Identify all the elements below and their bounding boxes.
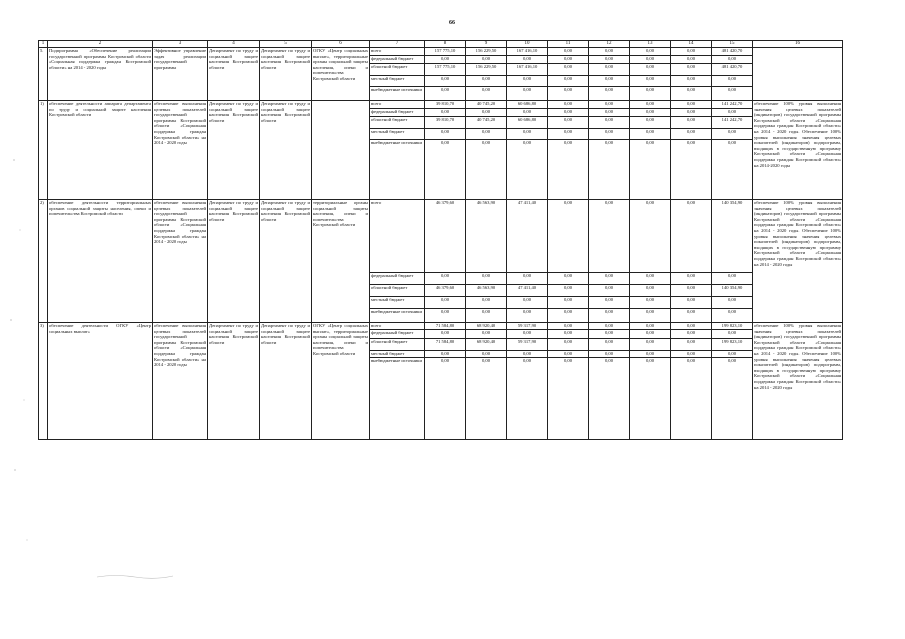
cell-value: 0,00 [548,101,589,109]
cell-source-label: внебюджетные источники [370,309,425,323]
table-row [39,101,843,109]
cell-value: 0,00 [425,76,466,87]
cell-value: 0,00 [671,109,712,117]
cell-participant: ОГКУ «Центр социальных выплат», территориальные органы социальной защиты населения, опеки и попечительства Костромской области [312,323,370,440]
cell-value: 0,00 [589,285,630,297]
cell-value: 0,00 [589,117,630,129]
cell-value: 0,00 [712,87,753,101]
header-cell: 3 [153,41,208,48]
header-cell: 7 [370,41,425,48]
cell-source-label: областной бюджет [370,285,425,297]
cell-value: 0,00 [630,109,671,117]
cell-value: 0,00 [630,357,671,439]
cell-value: 0,00 [671,56,712,64]
cell-source-label: областной бюджет [370,117,425,129]
header-cell: 4 [208,41,260,48]
cell-value: 0,00 [630,273,671,285]
cell-executor: Департамент по труду и социальной защите населения Костромской области [260,101,312,200]
cell-value: 0,00 [548,117,589,129]
cell-value: 0,00 [507,297,548,309]
cell-value: 0,00 [589,357,630,439]
scan-noise [6,140,36,620]
cell-value: 0,00 [548,285,589,297]
header-cell: 1 [39,41,48,48]
cell-value: 140 354,90 [712,285,753,297]
cell-value: 0,00 [671,309,712,323]
cell-value: 199 823,10 [712,323,753,330]
cell-value: 40 745,20 [466,101,507,109]
cell-value: 157 775,10 [425,64,466,76]
header-cell: 6 [312,41,370,48]
cell-value: 0,00 [548,48,589,56]
cell-value: 0,00 [589,350,630,357]
cell-goal: обеспечение выполнения целевых показателей государственной программы Костромской области «Социальная поддержка граждан Костромской области» на 2014 - 2020 годы [153,200,208,323]
cell-value: 60 686,80 [507,117,548,129]
cell-executor: Департамент по труду и социальной защите населения Костромской области [260,48,312,101]
header-cell: 11 [548,41,589,48]
cell-value: 481 420,70 [712,64,753,76]
cell-value: 46 379,60 [425,200,466,273]
cell-value: 0,00 [507,273,548,285]
header-cell: 14 [671,41,712,48]
table-row [39,48,843,56]
cell-source-label: всего [370,323,425,330]
header-cell: 2 [48,41,153,48]
header-cell: 8 [425,41,466,48]
cell-value: 68 920,40 [466,338,507,350]
cell-value: 0,00 [671,200,712,273]
cell-value: 0,00 [712,273,753,285]
cell-value: 0,00 [507,140,548,200]
header-cell: 13 [630,41,671,48]
cell-value: 0,00 [589,76,630,87]
cell-responsible: Департамент по труду и социальной защите населения Костромской области [208,101,260,200]
cell-value: 0,00 [671,64,712,76]
cell-value: 156 229,50 [466,48,507,56]
cell-source-label: областной бюджет [370,338,425,350]
cell-value: 0,00 [630,329,671,338]
cell-value: 0,00 [589,273,630,285]
cell-source-label: всего [370,200,425,273]
header-cell: 15 [712,41,753,48]
cell-value: 0,00 [712,329,753,338]
cell-value: 46 563,90 [466,200,507,273]
cell-value: 0,00 [466,309,507,323]
cell-executor: Департамент по труду и социальной защите населения Костромской области [260,200,312,323]
cell-name: обеспечение деятельности территориальных органов социальной защиты населения, опеки и попечительства Костромской области [48,200,153,323]
cell-source-label: федеральный бюджет [370,56,425,64]
cell-value: 0,00 [548,273,589,285]
cell-value: 60 686,80 [507,101,548,109]
cell-value: 0,00 [548,129,589,140]
cell-value: 0,00 [630,338,671,350]
cell-value: 0,00 [712,140,753,200]
cell-indicator [753,48,843,101]
cell-value: 0,00 [630,48,671,56]
cell-value: 0,00 [712,56,753,64]
cell-value: 0,00 [548,56,589,64]
cell-value: 0,00 [548,200,589,273]
cell-value: 0,00 [466,357,507,439]
cell-name: обеспечение деятельности аппарата департамента по труду и социальной защите населения Костромской области [48,101,153,200]
cell-value: 0,00 [548,338,589,350]
cell-value: 156 229,50 [466,64,507,76]
cell-value: 0,00 [507,309,548,323]
cell-value: 0,00 [712,129,753,140]
cell-value: 0,00 [425,129,466,140]
cell-value: 481 420,70 [712,48,753,56]
cell-no: 1) [39,101,48,200]
cell-value: 0,00 [507,76,548,87]
cell-value: 0,00 [548,109,589,117]
cell-value: 47 411,40 [507,200,548,273]
cell-value: 0,00 [507,109,548,117]
cell-no: 5. [39,48,48,101]
cell-value: 0,00 [671,48,712,56]
cell-value: 59 317,90 [507,338,548,350]
program-table [38,40,843,440]
cell-source-label: местный бюджет [370,129,425,140]
cell-value: 0,00 [630,323,671,330]
cell-value: 71 584,80 [425,323,466,330]
cell-value: 0,00 [630,129,671,140]
cell-value: 39 810,70 [425,117,466,129]
table-row [39,200,843,273]
cell-value: 40 745,20 [466,117,507,129]
cell-value: 0,00 [589,338,630,350]
cell-participant: ОГКУ «Центр социальных выплат», территориальные органы социальной защиты населения, опеки и попечительства Костромской области [312,48,370,101]
header-row [39,41,843,48]
cell-indicator: обеспечение 100% уровня выполнения значения целевых показателей (индикаторов) государственной программы Костромской области «Социальная поддержка граждан Костромской области» на 2014 - 2020 годы. Обеспечение 100% уровня выполнения значения целевых показателей (индикаторов) подпрограмм, входящих в государственную программу Костромской области «Социальная поддержка граждан Костромской области» на 2014-2020 годы [753,101,843,200]
cell-participant: территориальные органы социальной защиты населения, опеки и попечительства Костромской области [312,200,370,323]
cell-value: 0,00 [630,285,671,297]
cell-value: 0,00 [548,350,589,357]
cell-value: 0,00 [589,323,630,330]
header-cell: 5 [260,41,312,48]
cell-value: 0,00 [630,309,671,323]
cell-value: 0,00 [548,329,589,338]
cell-value: 0,00 [425,109,466,117]
cell-value: 0,00 [630,350,671,357]
cell-value: 0,00 [507,350,548,357]
cell-source-label: местный бюджет [370,297,425,309]
cell-value: 0,00 [712,109,753,117]
cell-value: 71 584,80 [425,338,466,350]
cell-value: 0,00 [671,297,712,309]
cell-value: 0,00 [712,350,753,357]
cell-source-label: всего [370,48,425,56]
cell-value: 0,00 [507,56,548,64]
cell-value: 0,00 [466,140,507,200]
table-row [39,323,843,330]
cell-name: Подпрограмма «Обеспечение реализации государственной программы Костромской области «Социальная поддержка граждан Костромской области» на 2014 - 2020 годы [48,48,153,101]
cell-value: 0,00 [466,109,507,117]
cell-no: 2) [39,200,48,323]
cell-value: 0,00 [548,323,589,330]
cell-source-label: внебюджетные источники [370,140,425,200]
cell-value: 0,00 [589,56,630,64]
cell-indicator: обеспечение 100% уровня выполнения значения целевых показателей (индикаторов) государственной программы Костромской области «Социальная поддержка граждан Костромской области» на 2014 - 2020 годы. Обеспечение 100% уровня выполнения значения целевых показателей (индикаторов) подпрограмм, входящих в государственную программу Костромской области «Социальная поддержка граждан Костромской области» на 2014 - 2020 годы [753,200,843,323]
cell-source-label: областной бюджет [370,64,425,76]
cell-value: 0,00 [466,56,507,64]
cell-value: 0,00 [507,329,548,338]
cell-value: 0,00 [630,117,671,129]
cell-value: 0,00 [548,76,589,87]
cell-value: 0,00 [589,64,630,76]
cell-value: 46 379,60 [425,285,466,297]
cell-value: 0,00 [507,87,548,101]
cell-value: 0,00 [425,309,466,323]
cell-value: 0,00 [630,101,671,109]
cell-value: 0,00 [630,140,671,200]
cell-value: 0,00 [466,273,507,285]
cell-value: 39 810,70 [425,101,466,109]
header-cell: 12 [589,41,630,48]
header-cell: 10 [507,41,548,48]
cell-value: 47 411,40 [507,285,548,297]
cell-no: 3) [39,323,48,440]
cell-value: 0,00 [630,76,671,87]
cell-value: 0,00 [425,357,466,439]
cell-value: 0,00 [425,56,466,64]
cell-value: 0,00 [589,329,630,338]
cell-value: 0,00 [507,129,548,140]
cell-responsible: Департамент по труду и социальной защите населения Костромской области [208,323,260,440]
cell-goal: обеспечение выполнения целевых показателей государственной программы Костромской области «Социальная поддержка граждан Костромской области» на 2014 - 2020 годы [153,101,208,200]
cell-source-label: федеральный бюджет [370,329,425,338]
cell-value: 0,00 [712,309,753,323]
cell-value: 0,00 [589,309,630,323]
cell-value: 0,00 [507,357,548,439]
cell-participant [312,101,370,200]
cell-value: 0,00 [548,64,589,76]
cell-value: 0,00 [589,129,630,140]
cell-source-label: всего [370,101,425,109]
cell-value: 0,00 [589,48,630,56]
cell-value: 0,00 [630,64,671,76]
cell-indicator: обеспечение 100% уровня выполнения значения целевых показателей (индикаторов) государственной программы Костромской области «Социальная поддержка граждан Костромской области» на 2014 - 2020 годы. Обеспечение 100% уровня выполнения значения целевых показателей (индикаторов) подпрограмм, входящих в государственную программу Костромской области «Социальная поддержка граждан Костромской области» на 2014 - 2020 годы [753,323,843,440]
cell-value: 0,00 [671,357,712,439]
cell-goal: Эффективное управление задач реализации государственной программы [153,48,208,101]
cell-value: 0,00 [671,329,712,338]
cell-value: 0,00 [671,140,712,200]
cell-value: 0,00 [671,76,712,87]
cell-value: 0,00 [671,285,712,297]
cell-value: 0,00 [712,76,753,87]
cell-value: 0,00 [589,87,630,101]
cell-source-label: местный бюджет [370,350,425,357]
cell-value: 0,00 [425,350,466,357]
cell-value: 0,00 [548,87,589,101]
cell-value: 0,00 [712,297,753,309]
cell-value: 167 416,10 [507,48,548,56]
cell-value: 0,00 [671,129,712,140]
cell-value: 0,00 [589,297,630,309]
cell-value: 0,00 [466,129,507,140]
scan-smudge [95,571,175,581]
cell-value: 0,00 [425,140,466,200]
cell-value: 59 317,90 [507,323,548,330]
cell-value: 0,00 [589,109,630,117]
cell-value: 199 823,10 [712,338,753,350]
cell-value: 0,00 [425,87,466,101]
cell-value: 141 242,70 [712,117,753,129]
cell-value: 140 354,90 [712,200,753,273]
page-number: 66 [449,20,455,26]
cell-value: 0,00 [671,87,712,101]
cell-value: 0,00 [671,273,712,285]
cell-value: 0,00 [671,101,712,109]
cell-responsible: Департамент по труду и социальной защите населения Костромской области [208,48,260,101]
cell-source-label: федеральный бюджет [370,109,425,117]
header-cell: 16 [753,41,843,48]
cell-value: 0,00 [548,140,589,200]
cell-value: 0,00 [630,87,671,101]
cell-value: 141 242,70 [712,101,753,109]
cell-value: 0,00 [671,338,712,350]
cell-value: 0,00 [712,357,753,439]
cell-source-label: местный бюджет [370,76,425,87]
cell-value: 68 920,40 [466,323,507,330]
cell-source-label: внебюджетные источники [370,87,425,101]
cell-value: 46 563,90 [466,285,507,297]
cell-value: 0,00 [548,297,589,309]
cell-value: 0,00 [466,76,507,87]
cell-value: 0,00 [466,350,507,357]
cell-value: 0,00 [630,200,671,273]
cell-value: 0,00 [630,297,671,309]
cell-value: 0,00 [466,329,507,338]
cell-source-label: федеральный бюджет [370,273,425,285]
cell-value: 157 775,10 [425,48,466,56]
cell-value: 0,00 [425,297,466,309]
cell-value: 0,00 [671,350,712,357]
cell-executor: Департамент по труду и социальной защите населения Костромской области [260,323,312,440]
cell-name: обеспечение деятельности ОГКУ «Центр социальных выплат» [48,323,153,440]
cell-value: 0,00 [589,200,630,273]
cell-value: 0,00 [589,101,630,109]
cell-source-label: внебюджетные источники [370,357,425,439]
cell-value: 0,00 [671,117,712,129]
cell-value: 0,00 [466,87,507,101]
cell-value: 0,00 [425,273,466,285]
cell-value: 167 416,10 [507,64,548,76]
cell-value: 0,00 [548,357,589,439]
cell-value: 0,00 [466,297,507,309]
cell-value: 0,00 [425,329,466,338]
cell-value: 0,00 [630,56,671,64]
cell-value: 0,00 [548,309,589,323]
cell-goal: обеспечение выполнения целевых показателей государственной программы Костромской области «Социальная поддержка граждан Костромской области» на 2014 - 2020 годы [153,323,208,440]
cell-responsible: Департамент по труду и социальной защите населения Костромской области [208,200,260,323]
header-cell: 9 [466,41,507,48]
cell-value: 0,00 [589,140,630,200]
cell-value: 0,00 [671,323,712,330]
